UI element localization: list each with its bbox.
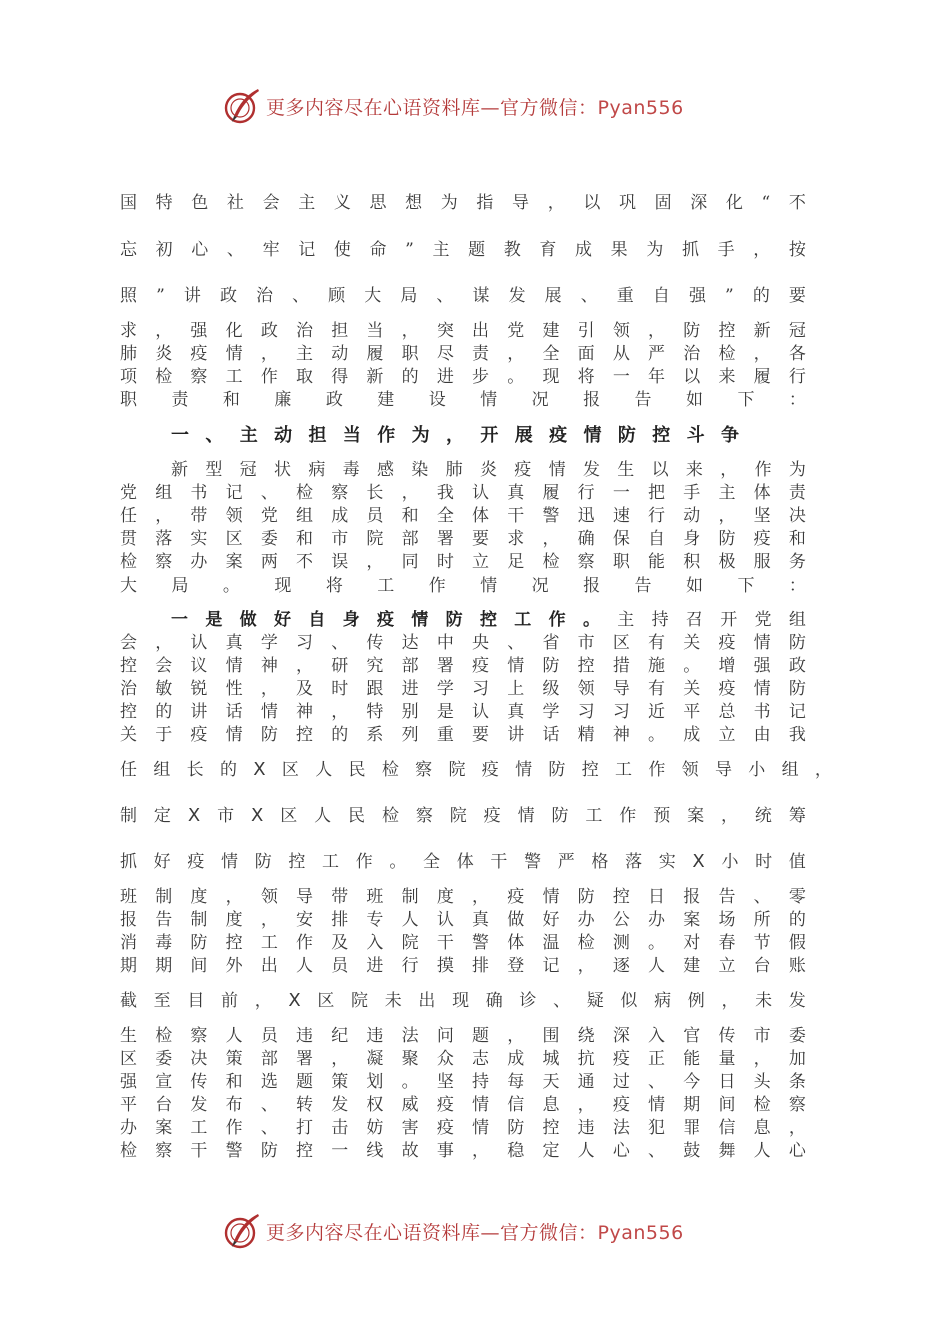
text-line: 职 责 和 廉 政 建 设 情 况 报 告 如 下 ： [120,390,806,410]
text-line: 肺 炎 疫 情 ， 主 动 履 职 尽 责 ， 全 面 从 严 治 检 ， 各 [120,344,806,364]
text-line: 抓 好 疫 情 防 控 工 作 。 全 体 干 警 严 格 落 实 X 小 时 值 [120,851,806,872]
text-line: 强 宣 传 和 选 题 策 划 。 坚 持 每 天 通 过 、 今 日 头 条 [120,1072,806,1092]
text-line: 忘 初 心 、 牢 记 使 命 ” 主 题 教 育 成 果 为 抓 手 ， 按 [120,240,806,260]
text-line: 治 敏 锐 性 ， 及 时 跟 进 学 习 上 级 领 导 有 关 疫 情 防 [120,679,806,699]
text-line: 生 检 察 人 员 违 纪 违 法 问 题 ， 围 绕 深 入 官 传 市 委 [120,1026,806,1046]
quill-logo-icon [222,1211,262,1251]
text-line: 国 特 色 社 会 主 义 思 想 为 指 导 ， 以 巩 固 深 化 “ 不 [120,193,806,213]
text-line: 新 型 冠 状 病 毒 感 染 肺 炎 疫 情 发 生 以 来 ， 作 为 [171,460,806,480]
text-line: 检 察 干 警 防 控 一 线 故 事 ， 稳 定 人 心 、 鼓 舞 人 心 [120,1141,806,1161]
text-line: 大 局 。 现 将 工 作 情 况 报 告 如 下 ： [120,576,806,596]
text-line: 办 案 工 作 、 打 击 妨 害 疫 情 防 控 违 法 犯 罪 信 息 ， [120,1118,806,1138]
text-line: 报 告 制 度 ， 安 排 专 人 认 真 做 好 办 公 办 案 场 所 的 [120,910,806,930]
footer-watermark-banner [222,1209,742,1253]
text-line: 区 委 决 策 部 署 ， 凝 聚 众 志 成 城 抗 疫 正 能 量 ， 加 [120,1049,806,1069]
text-line: 班 制 度 ， 领 导 带 班 制 度 ， 疫 情 防 控 日 报 告 、 零 [120,887,806,907]
text-line: 控 的 讲 话 情 神 ， 特 别 是 认 真 学 习 习 近 平 总 书 记 [120,702,806,722]
text-line: 消 毒 防 控 工 作 及 入 院 干 警 体 温 检 测 。 对 春 节 假 [120,933,806,953]
text-line: 期 期 间 外 出 人 员 进 行 摸 排 登 记 ， 逐 人 建 立 台 账 [120,956,806,976]
text-line: 任 组 长 的 X 区 人 民 检 察 院 疫 情 防 控 工 作 领 导 小 组 ， [120,759,832,780]
text-line: 关 于 疫 情 防 控 的 系 列 重 要 讲 话 精 神 。 成 立 由 我 [120,725,806,745]
text-line: 任 ， 带 领 党 组 成 员 和 全 体 干 警 迅 速 行 动 ， 坚 决 [120,506,806,526]
text-line: 控 会 议 情 神 ， 研 究 部 署 疫 情 防 控 措 施 。 增 强 政 [120,656,806,676]
text-line: 党 组 书 记 、 检 察 长 ， 我 认 真 履 行 一 把 手 主 体 责 [120,483,806,503]
text-line: 平 台 发 布 、 转 发 权 威 疫 情 信 息 ， 疫 情 期 间 检 察 [120,1095,806,1115]
section-heading: 一 、 主 动 担 当 作 为 ， 开 展 疫 情 防 控 斗 争 [171,425,739,446]
banner-text: 更多内容尽在心语资料库—官方微信： [266,96,598,119]
text-line: 一 是 做 好 自 身 疫 情 防 控 工 作 。 主 持 召 开 党 组 [171,610,806,630]
text-line: 制 定 X 市 X 区 人 民 检 察 院 疫 情 防 工 作 预 案 ， 统 筹 [120,805,806,826]
text-line: 项 检 察 工 作 取 得 新 的 进 步 。 现 将 一 年 以 来 履 行 [120,367,806,387]
banner-wechat-id: Pyan556 [597,1221,684,1244]
text-line: 求 ， 强 化 政 治 担 当 ， 突 出 党 建 引 领 ， 防 控 新 冠 [120,321,806,341]
text-line: 照 ” 讲 政 治 、 顾 大 局 、 谋 发 展 、 重 自 强 ” 的 要 [120,286,806,306]
text-line: 贯 落 实 区 委 和 市 院 部 署 要 求 ， 确 保 自 身 防 疫 和 [120,529,806,549]
banner-text: 更多内容尽在心语资料库—官方微信： [266,1221,598,1244]
text-line: 检 察 办 案 两 不 误 ， 同 时 立 足 检 察 职 能 积 极 服 务 [120,552,806,572]
text-line: 截 至 目 前 ， X 区 院 未 出 现 确 诊 、 疑 似 病 例 ， 未 发 [120,990,806,1011]
text-line: 会 ， 认 真 学 习 、 传 达 中 央 、 省 市 区 有 关 疫 情 防 [120,633,806,653]
banner-wechat-id: Pyan556 [597,96,684,119]
